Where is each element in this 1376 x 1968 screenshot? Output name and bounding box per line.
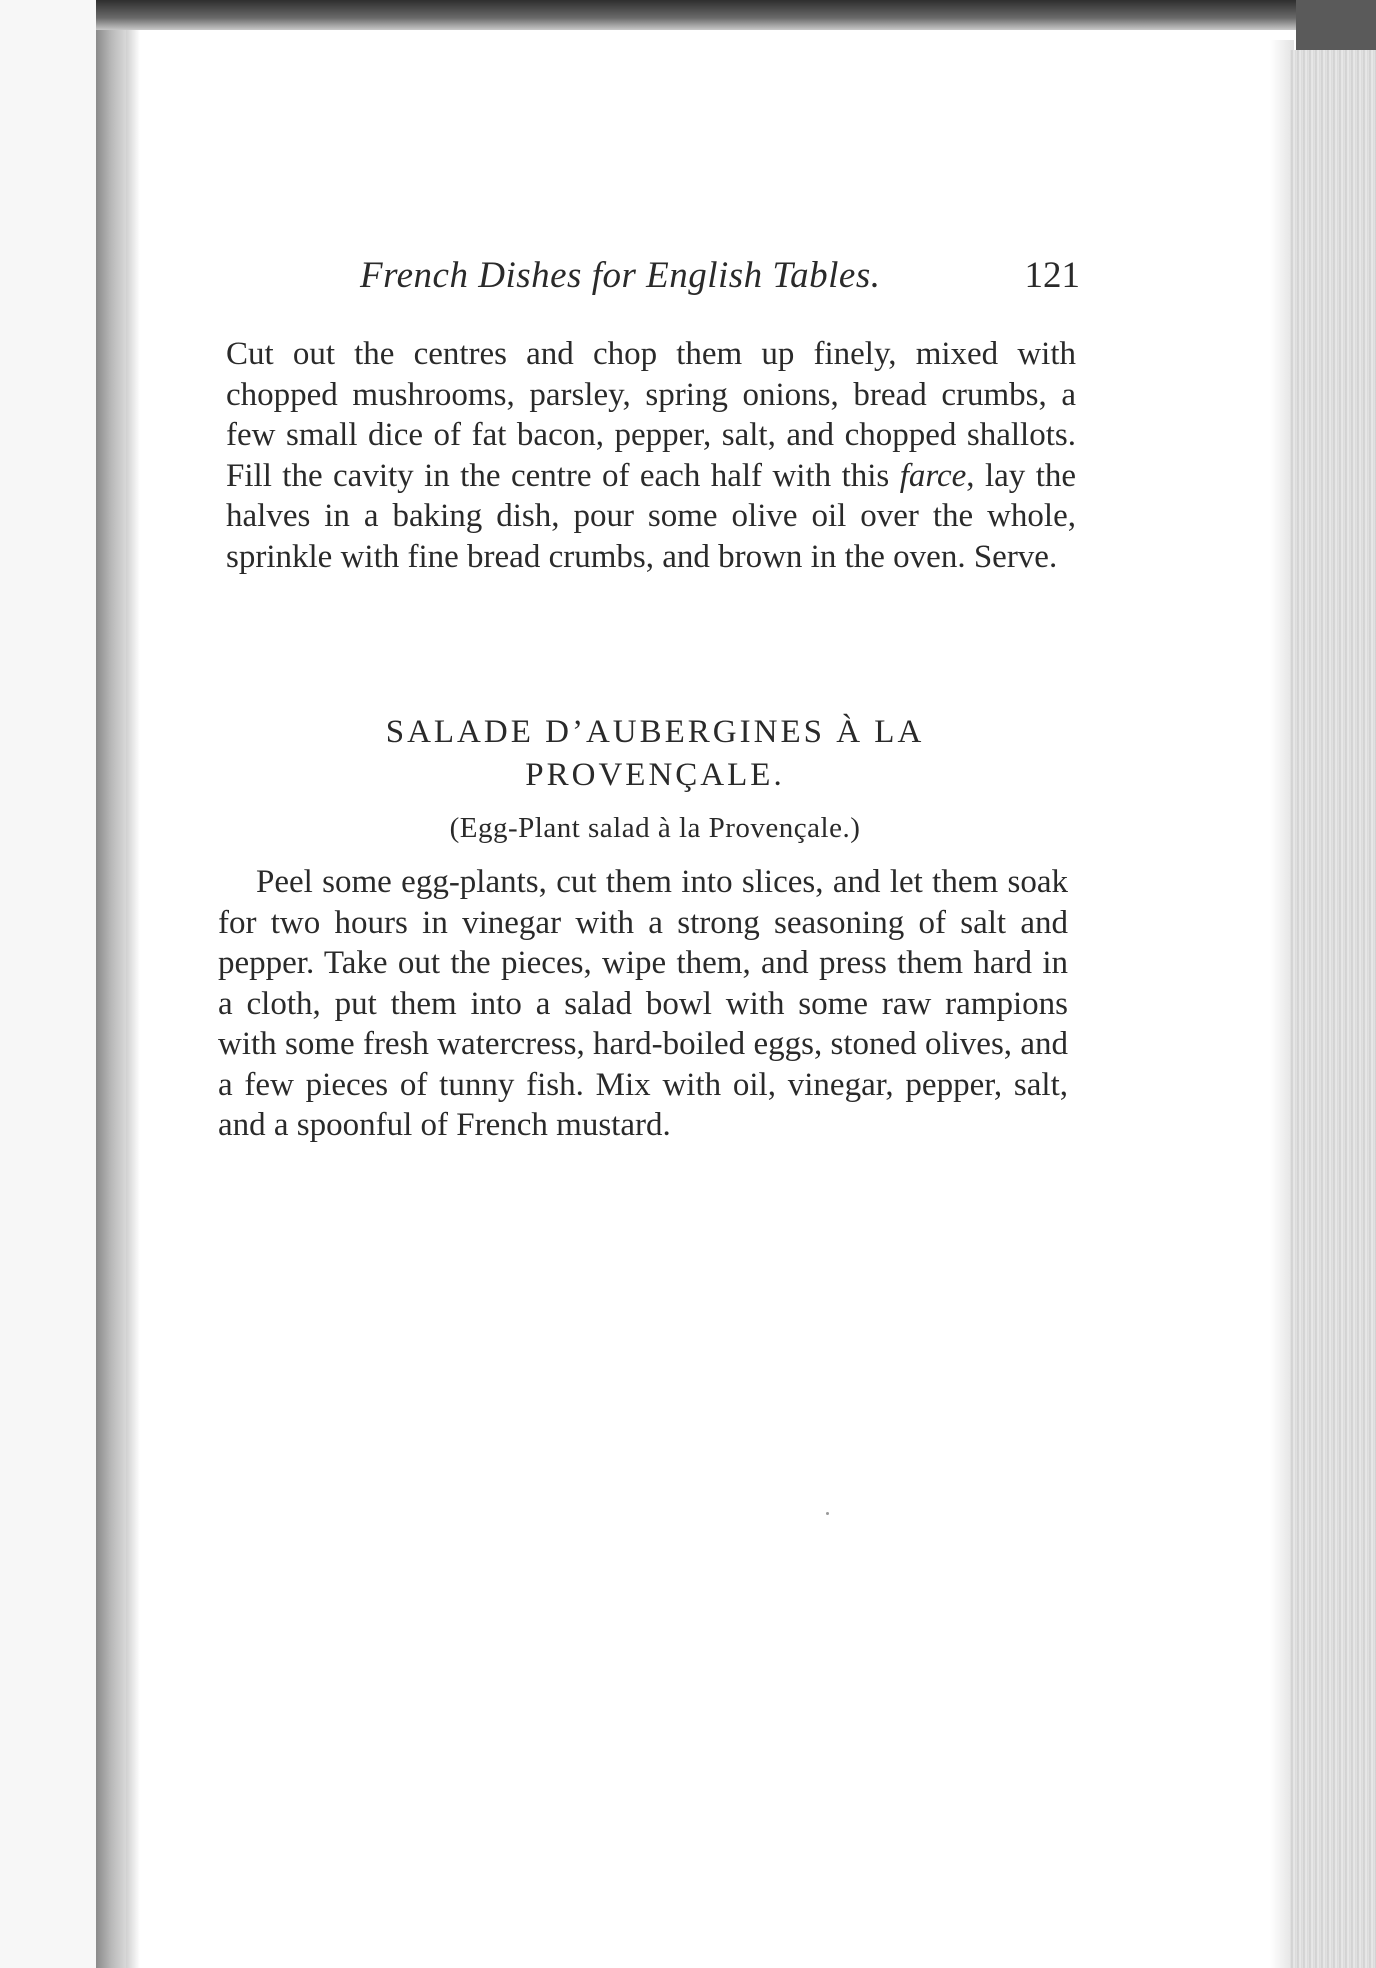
top-scan-border <box>96 0 1296 30</box>
book-gutter-shadow <box>96 24 126 1968</box>
left-page-margin <box>0 0 96 1968</box>
text-line: fresh watercress, hard-boiled eggs, stoned olives, and <box>362 1026 1069 1062</box>
text-line: into a salad bowl with some raw rampions with some <box>218 985 1068 1062</box>
text-line: let them soak for two hours in vinegar with a strong <box>218 864 1068 941</box>
text-line: a few pieces of tunny fish. Mix with oil, vinegar, <box>218 1066 894 1103</box>
running-title: French Dishes for English Tables. <box>360 255 881 296</box>
recipe-heading-line-2: PROVENÇALE. <box>525 757 785 793</box>
recipe-heading-line-1: SALADE D’AUBERGINES À LA <box>385 714 925 750</box>
text-line: a baking dish, pour some olive oil over the whole, <box>363 498 1076 534</box>
book-gutter-fold <box>126 30 140 1968</box>
page-number: 121 <box>1024 255 1080 296</box>
recipe-paragraph <box>218 862 1068 1146</box>
text-line: salt, and chopped shallots. Fill the cavity in the <box>226 417 1076 494</box>
text-line: Cut out the centres and chop them up finely, mixed <box>226 336 999 372</box>
text-line: pepper, salt, and a spoonful of French mustard. <box>218 1066 1068 1143</box>
continuation-paragraph <box>226 334 1076 577</box>
running-head <box>360 254 1080 302</box>
page-stack-edges <box>1290 50 1376 1968</box>
scan-speck <box>826 1512 829 1515</box>
text-line: oven. Serve. <box>893 538 1058 575</box>
italic-term: farce <box>899 457 967 494</box>
text-line: Peel some egg-plants, cut them into slices, and <box>256 864 881 900</box>
text-line: bread crumbs, a few small dice of fat bacon, pepper, <box>226 376 1077 453</box>
text-line: , lay the halves in <box>226 457 1077 534</box>
text-line: wipe them, and press them hard in a cloth, put them <box>218 945 1069 1022</box>
text-line: seasoning of salt and pepper. Take out the pieces, <box>218 904 1069 981</box>
text-line: centre of each half with this <box>510 457 890 494</box>
text-line: with chopped mushrooms, parsley, spring onions, <box>226 336 1076 413</box>
recipe-subheading: (Egg-Plant salad à la Provençale.) <box>449 812 861 844</box>
text-line: sprinkle with fine bread crumbs, and brown in the <box>226 538 885 575</box>
